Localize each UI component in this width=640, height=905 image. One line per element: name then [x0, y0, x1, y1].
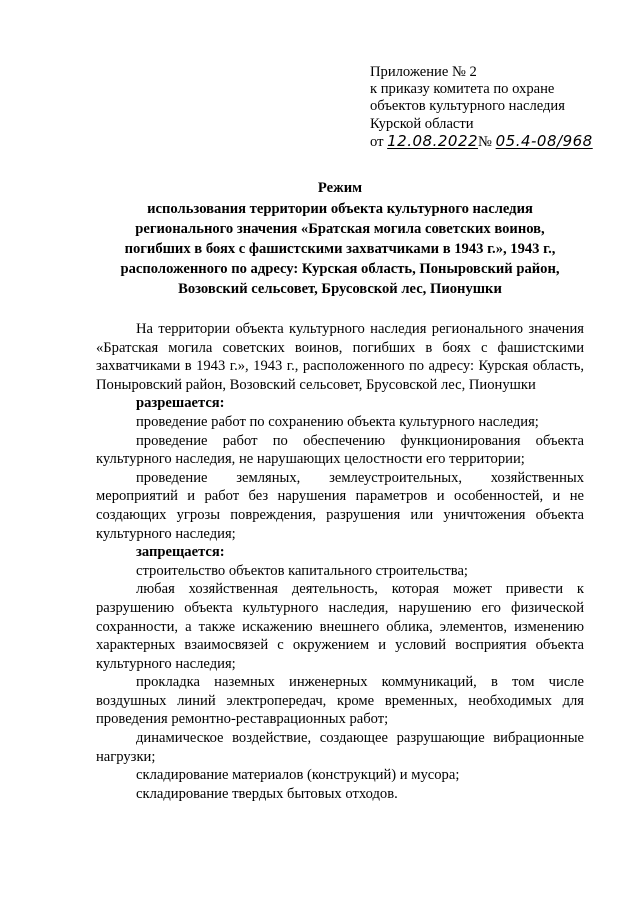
from-label: от — [370, 133, 384, 150]
appendix-region: Курской области — [370, 115, 474, 132]
allowed-item: проведение земляных, землеустроительных, хозяйственных мероприятий и работ без нарушения параметров и особенностей, и не создающих угрозы повреждения, разрушения или уничтожения объекта культурного наследия; — [96, 469, 584, 542]
allowed-item: проведение работ по сохранению объекта культурного наследия; — [136, 413, 539, 430]
title-line-2: использования территории объекта культурного наследия — [147, 201, 533, 217]
title-line-1: Режим — [317, 180, 363, 196]
forbidden-item: складирование материалов (конструкций) и мусора; — [136, 767, 460, 784]
title-line-4: погибших в боях с фашистскими захватчиками в 1943 г.», 1943 г., — [124, 241, 556, 257]
appendix-header — [370, 64, 620, 151]
title-line-6: Возовский сельсовет, Брусовской лес, Пионушки — [178, 281, 502, 297]
appendix-title: Приложение № 2 — [370, 64, 477, 80]
allowed-item: проведение работ по обеспечению функционирования объекта культурного наследия, не нарушающих целостности его территории; — [96, 432, 584, 468]
forbidden-item: прокладка наземных инженерных коммуникаций, в том числе воздушных линий электропередач, кроме временных, необходимых для проведения ремонтно-реставрационных работ; — [96, 674, 584, 728]
handwritten-number: 05.4-08/968 — [495, 131, 593, 150]
forbidden-item: любая хозяйственная деятельность, которая может привести к разрушению объекта культурного наследия, нарушению его физической сохранности, а также искажению внешнего облика, элементов, изменению характерных взаимосвязей с окружением и условий восприятия объекта культурного наследия; — [96, 581, 584, 672]
handwritten-date: 12.08.2022 — [387, 131, 479, 150]
allowed-heading: разрешается: — [136, 395, 225, 412]
intro-paragraph: На территории объекта культурного наследия регионального значения «Братская могила советских воинов, погибших в боях с фашистскими захватчиками в 1943 г.», 1943 г., расположенного по адресу: Курская область, Поныровский район, Возовский сельсовет, Брусовской лес, Пионушки — [96, 321, 584, 393]
forbidden-heading: запрещается: — [136, 544, 225, 561]
forbidden-item: динамическое воздействие, создающее разрушающие вибрационные нагрузки; — [96, 730, 584, 765]
appendix-order-ref: к приказу комитета по охране — [370, 81, 555, 98]
document-body — [96, 320, 584, 803]
forbidden-item: складирование твердых бытовых отходов. — [136, 785, 398, 802]
title-line-3: регионального значения «Братская могила советских воинов, — [135, 221, 545, 237]
forbidden-item: строительство объектов капитального строительства; — [136, 562, 468, 579]
title-line-5: расположенного по адресу: Курская область, Поныровский район, — [120, 261, 560, 277]
appendix-committee: объектов культурного наследия — [370, 98, 565, 115]
number-label: № — [478, 133, 492, 150]
appendix-date-number — [370, 133, 620, 151]
document-title — [90, 178, 590, 299]
